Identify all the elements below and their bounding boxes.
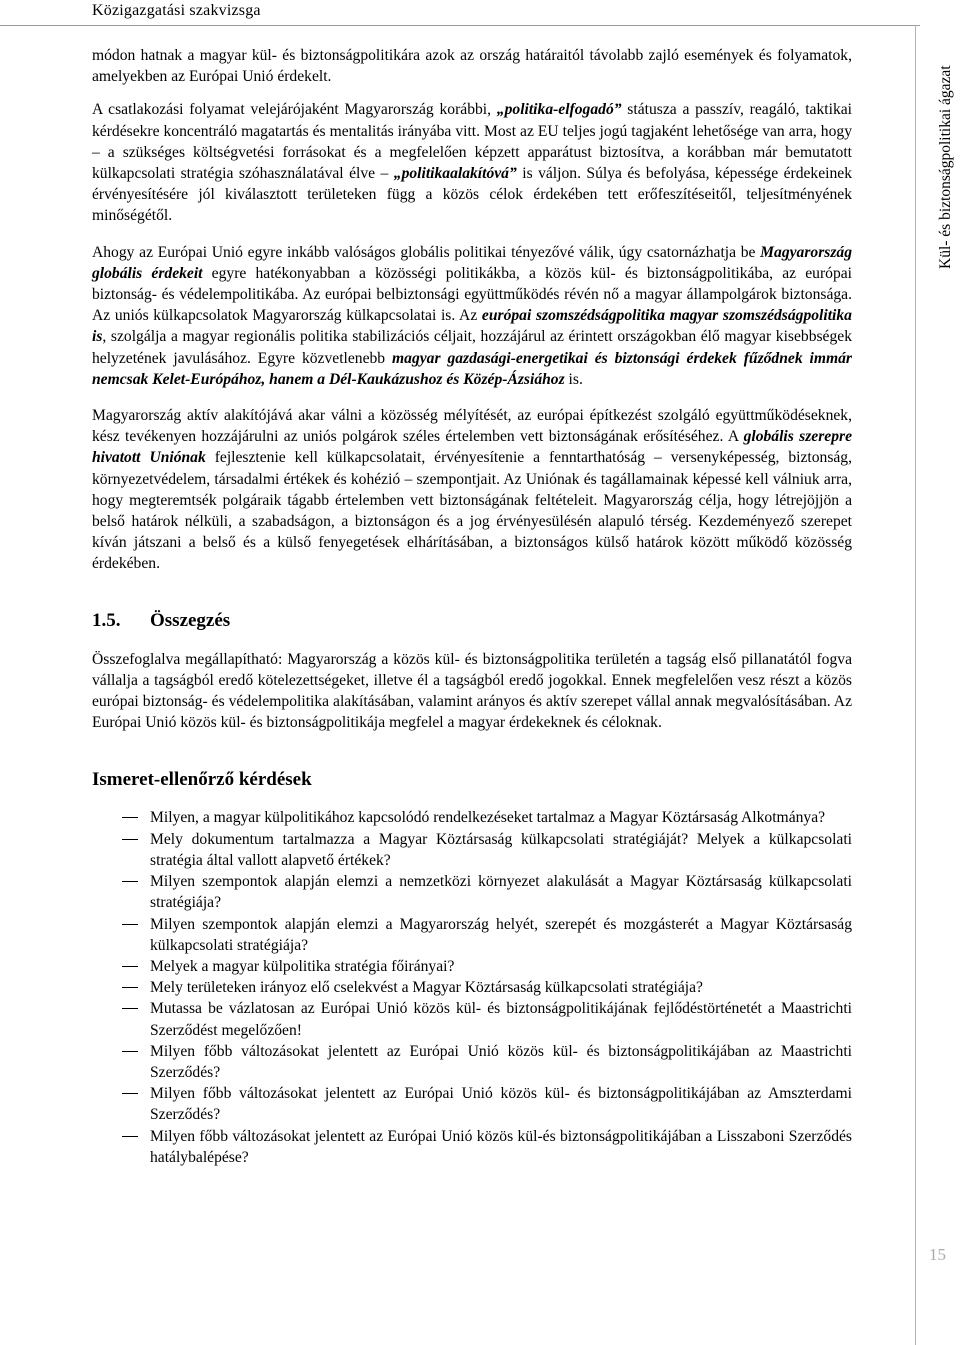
list-item — [92, 998, 852, 1040]
running-header: Közigazgatási szakvizsga — [92, 2, 261, 19]
paragraph-1: módon hatnak a magyar kül- és biztonságpolitikára azok az ország határaitól távolabb zajló események és folyamatok, amelyekben az Európai Unió érdekelt. — [92, 47, 852, 86]
paragraph-2 — [92, 99, 852, 226]
text-run: Magyarország aktív alakítójává akar válni a közösség mélyítését, az európai építkezést szolgáló együttműködéseknek, kész tevékenyen hozzájárulni az uniós polgárok széles értelemben vett biztonságának erősítéséhez. A — [92, 407, 852, 446]
dash-bullet — [122, 1136, 138, 1137]
dash-bullet — [122, 881, 138, 882]
questions-heading: Ismeret-ellenőrző kérdések — [92, 769, 312, 791]
list-item — [92, 807, 852, 828]
dash-bullet — [122, 924, 138, 925]
emphasis: Magyarország globális érdekeit — [92, 243, 852, 282]
list-item — [92, 1041, 852, 1083]
emphasis: globális szerepre hivatott Uniónak — [92, 428, 852, 467]
question-text: Milyen szempontok alapján elemzi a nemzetközi környezet alakulását a Magyar Köztársaság külkapcsolati stratégiája? — [150, 873, 852, 912]
text-run: A csatlakozási folyamat velejárójaként Magyarország korábbi, — [92, 101, 497, 119]
list-item — [92, 1126, 852, 1168]
list-item — [92, 1083, 852, 1125]
emphasis: európai szomszédságpolitika magyar szomszédságpolitika is — [92, 307, 852, 346]
text-run: Ahogy az Európai Unió egyre inkább valóságos globális politikai tényezővé válik, úgy csatornázhatja be — [92, 243, 761, 261]
emphasis: „politikaalakítóvá” — [393, 165, 517, 183]
side-section-label: Kül- és biztonságpolitikai ágazat — [937, 65, 954, 269]
question-text: Mely dokumentum tartalmazza a Magyar Köztársaság külkapcsolati stratégiáját? Melyek a külkapcsolati stratégia által vallott alapvető értékek? — [150, 830, 852, 869]
dash-bullet — [122, 839, 138, 840]
list-item — [92, 871, 852, 913]
dash-bullet — [122, 1051, 138, 1052]
question-text: Mutassa be vázlatosan az Európai Unió közös kül- és biztonságpolitikájának fejlődéstörténetét a Maastrichti Szerződést megelőzően! — [150, 1000, 852, 1039]
emphasis: „politika-elfogadó” — [496, 101, 622, 119]
text-run: is váljon. Súlya és befolyása, képessége érdekeinek érvényesítésére jól kiválasztott területeken függ a közös célok érdekében tett erőfeszítéseitől, teljesítményének minőségétől. — [92, 165, 852, 225]
question-list — [92, 807, 852, 1167]
question-text: Milyen, a magyar külpolitikához kapcsolódó rendelkezéseket tartalmaz a Magyar Köztársaság Alkotmánya? — [150, 809, 826, 827]
text-run: egyre hatékonyabban a közösségi politikákba, a közös kül- és biztonságpolitikába, az európai biztonság- és védelempolitikába. Az európai belbiztonsági együttműködés révén nő a magyar állampolgárok biztonsága. Az uniós külkapcsolatok Magyarország külkapcsolatai is. Az — [92, 264, 852, 325]
section-title: Összegzés — [150, 609, 231, 631]
list-item — [92, 914, 852, 956]
emphasis: magyar gazdasági-energetikai és biztonsági érdekek fűződnek immár nemcsak Kelet-Európához, hanem a Dél-Kaukázushoz és Közép-Ázsiához — [92, 349, 852, 388]
list-item — [92, 829, 852, 871]
page-body — [92, 45, 852, 1168]
question-text: Milyen főbb változásokat jelentett az Európai Unió közös kül- és biztonságpolitikájában az Maastrichti Szerződés? — [150, 1042, 852, 1081]
dash-bullet — [122, 1093, 138, 1094]
text-run: is. — [564, 370, 583, 388]
dash-bullet — [122, 987, 138, 988]
text-run: státusza a passzív, reagáló, taktikai kérdésekre koncentráló magatartás és mentalitás irányába vitt. Most az EU teljes jogú tagjaként lehetősége van arra, hogy – a szükséges költségvetési forrásokat és a megfelelően képzett apparátust biztosítva, a korábban már bemutatott külkapcsolati stratégia szóhasználatával élve – — [92, 101, 852, 183]
dash-bullet — [122, 1008, 138, 1009]
list-item — [92, 956, 852, 977]
question-text: Milyen szempontok alapján elemzi a Magyarország helyét, szerepét és mozgásterét a Magyar Köztársaság külkapcsolati stratégiája? — [150, 915, 852, 954]
dash-bullet — [122, 817, 138, 818]
paragraph-4 — [92, 405, 852, 575]
section-heading — [92, 609, 852, 633]
header-rule — [0, 25, 920, 26]
page-number: 15 — [929, 1245, 946, 1264]
question-text: Milyen főbb változásokat jelentett az Európai Unió közös kül-és biztonságpolitikájában a Lisszaboni Szerződés hatálybalépése? — [150, 1127, 852, 1166]
summary-paragraph: Összefoglalva megállapítható: Magyarország a közös kül- és biztonságpolitika területén a tagság első pillanatától fogva vállalja a tagságból eredő kötelezettségeket, illetve él a tagságból eredő jogokkal. Ennek megfelelően vesz részt a közös európai biztonság- és védelempolitika alakításában, valamint arányos és aktív szerepet vállal annak megvalósításában. Az Európai Unió közös kül- és biztonságpolitikája megfelel a magyar érdekeknek és céloknak. — [92, 650, 852, 732]
section-number: 1.5. — [92, 609, 121, 631]
question-text: Melyek a magyar külpolitika stratégia főirányai? — [150, 957, 455, 975]
list-item — [92, 977, 852, 998]
margin-rule — [915, 25, 916, 1345]
paragraph-3 — [92, 242, 852, 390]
question-text: Milyen főbb változásokat jelentett az Európai Unió közös kül- és biztonságpolitikájában az Amszterdami Szerződés? — [150, 1085, 852, 1124]
text-run: fejlesztenie kell külkapcsolatait, érvényesítenie a fenntarthatóság – versenyképesség, biztonság, környezetvédelem, társadalmi értékek és kohézió – szempontjait. Az Uniónak és tagállamainak képessé kell válniuk arra, hogy megteremtsék polgáraik tágabb értelemben vett biztonságának feltételeit. Magyarország célja, hogy létrejöjjön a belső határok nélküli, a szabadságon, a biztonságon és a jog érvényesülésén alapuló térség. Kezdeményező szerepet kíván játszani a belső és a külső fenyegetések elhárításában, a biztonságos külső határok között működő közösség érdekében. — [92, 449, 853, 573]
question-text: Mely területeken irányoz elő cselekvést a Magyar Köztársaság külkapcsolati stratégiája? — [150, 979, 703, 997]
text-run: , szolgálja a magyar regionális politika stabilizációs céljait, hozzájárul az érintett országokban élő magyar kisebbségek helyzetének javulásához. Egyre közvetlenebb — [92, 328, 852, 367]
dash-bullet — [122, 966, 138, 967]
